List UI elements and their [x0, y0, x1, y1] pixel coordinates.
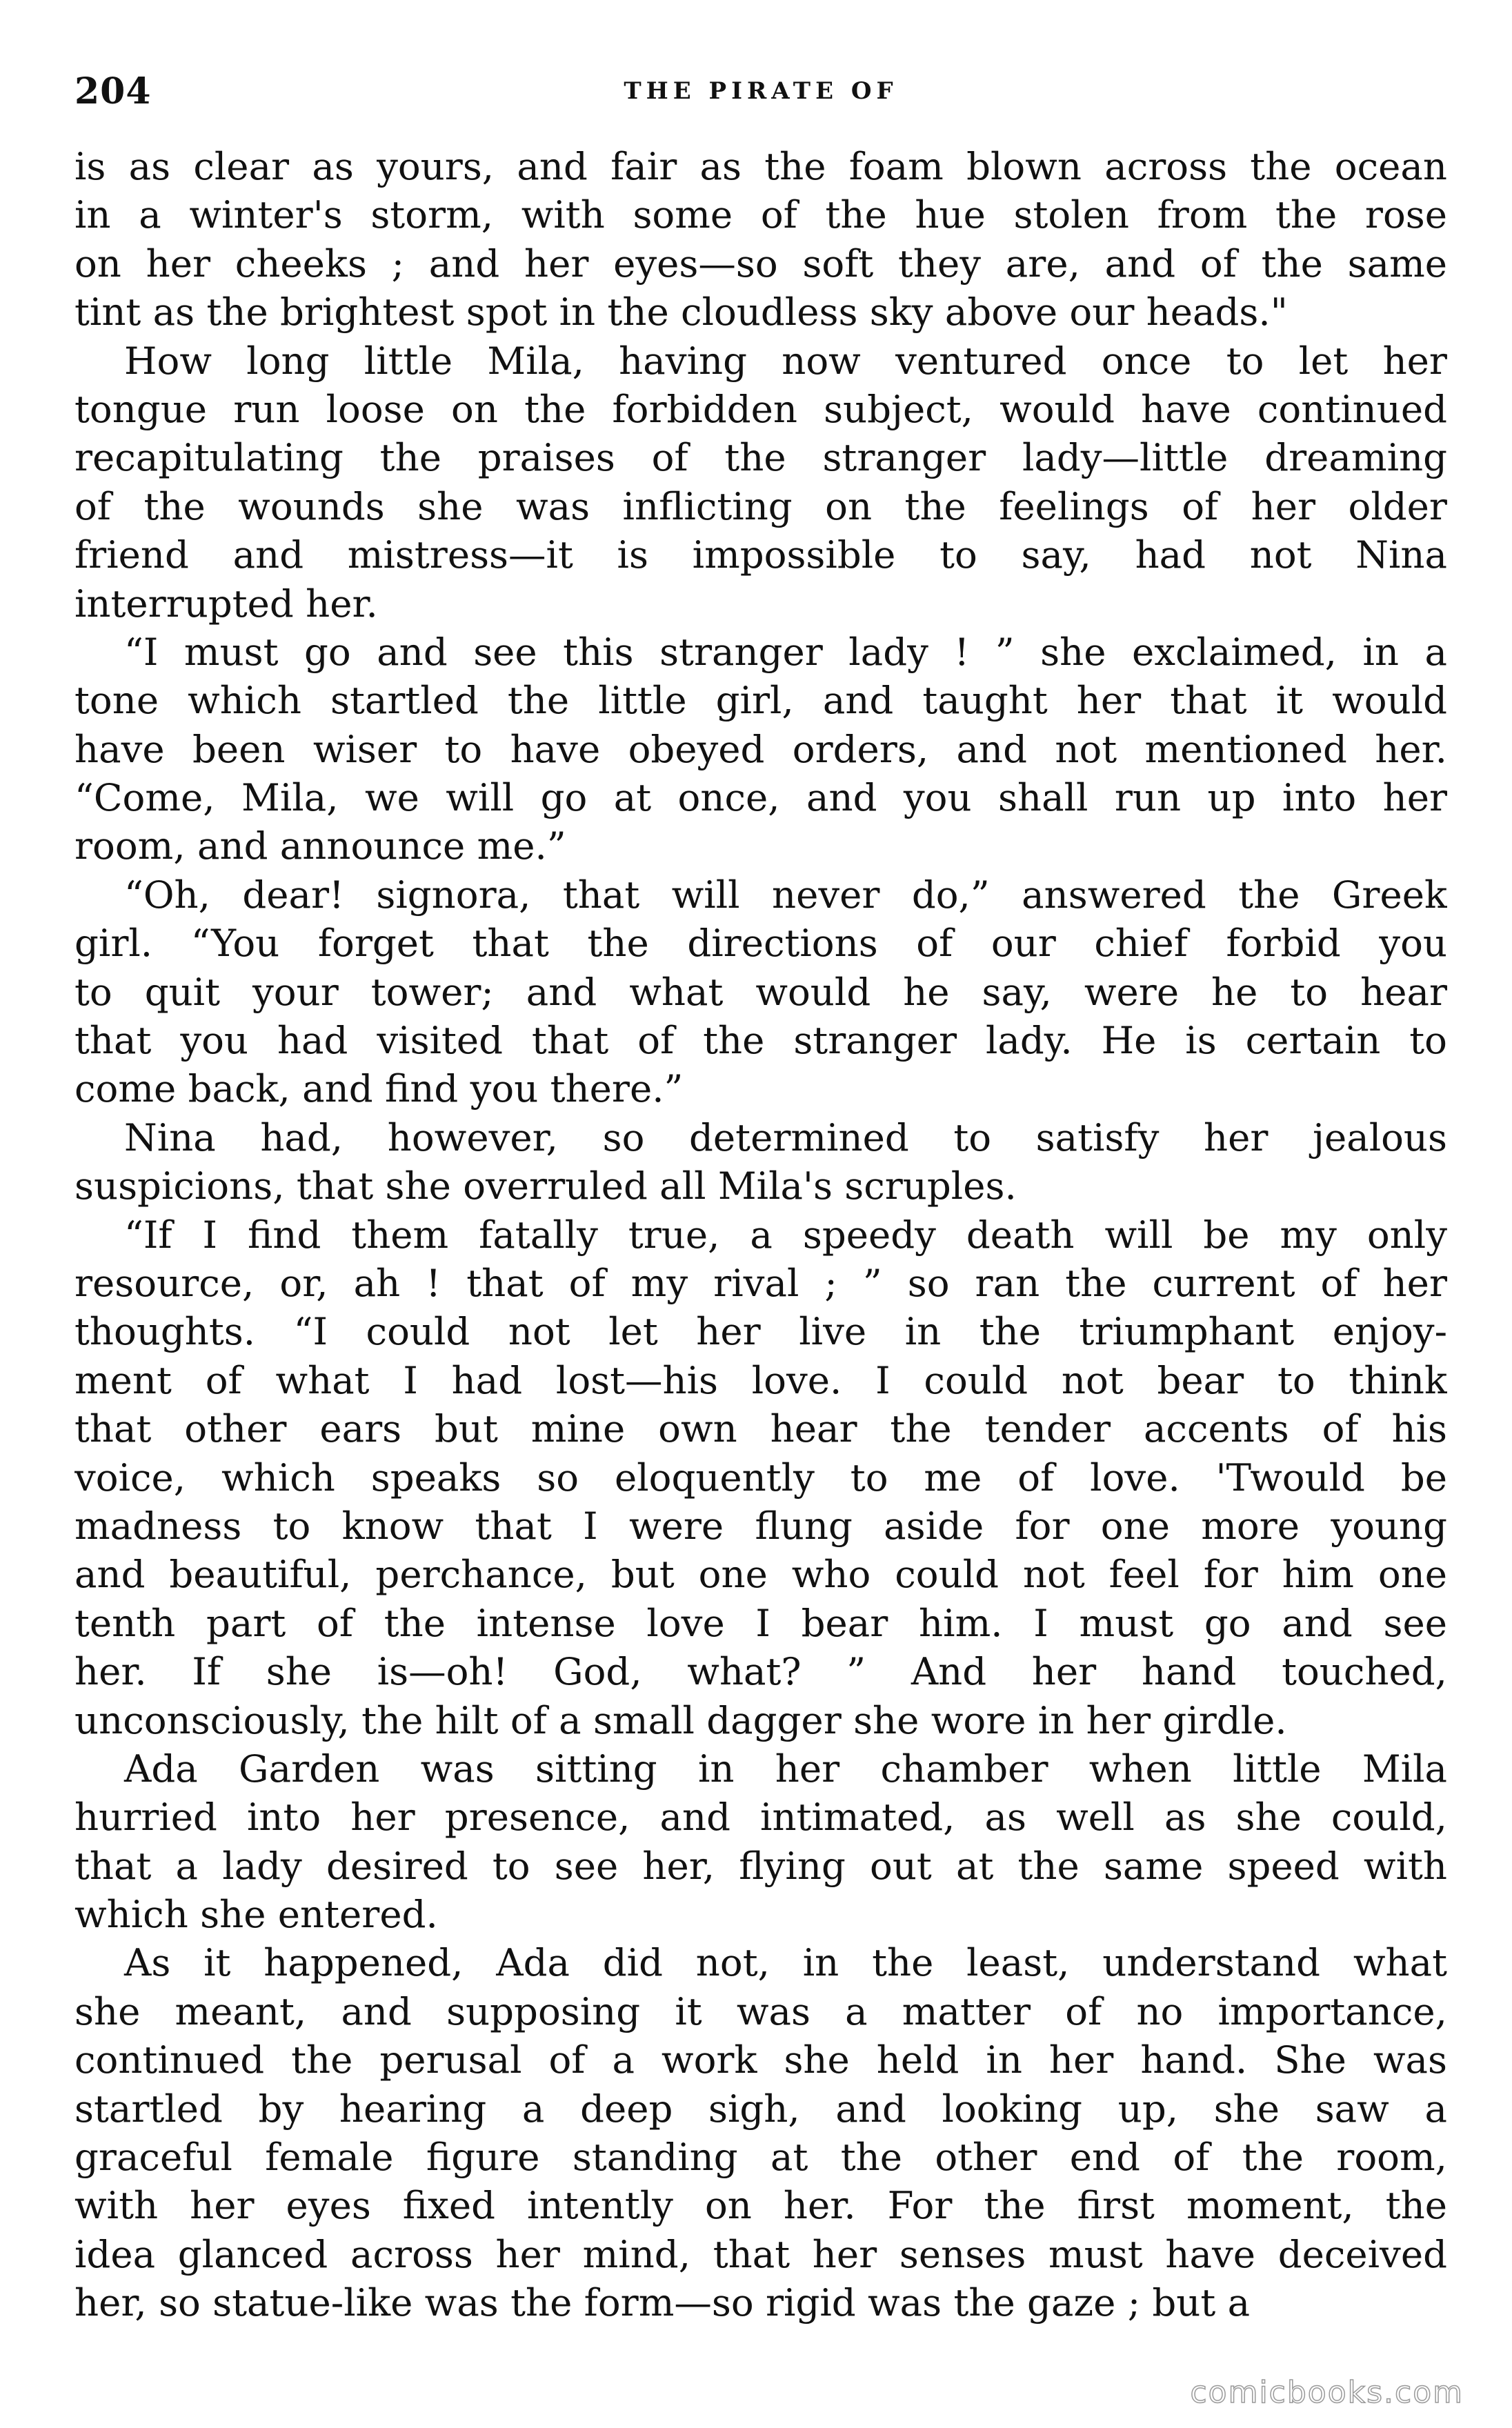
text-line: Nina had, however, so determined to satisfy her jealous	[124, 1115, 1447, 1160]
text-line: thoughts. “I could not let her live in the triumphant enjoy-	[74, 1309, 1447, 1354]
paragraph	[74, 337, 1447, 628]
text-line: hurried into her presence, and intimated, as well as she could,	[74, 1795, 1447, 1840]
paragraph	[74, 1744, 1447, 1939]
watermark: comicbooks.com	[1190, 2375, 1464, 2410]
text-line: tone which startled the little girl, and taught her that it would	[74, 678, 1447, 723]
text-line: unconsciously, the hilt of a small dagger she wore in her girdle.	[74, 1698, 1287, 1742]
text-line: tongue run loose on the forbidden subject, would have continued	[74, 386, 1447, 431]
text-line: tint as the brightest spot in the cloudless sky above our heads."	[74, 290, 1288, 335]
paragraph	[74, 142, 1447, 337]
paragraph	[74, 1938, 1447, 2327]
text-line: to quit your tower; and what would he say, were he to hear	[74, 969, 1447, 1014]
text-line: interrupted her.	[74, 581, 378, 626]
running-title: THE PIRATE OF	[624, 77, 898, 105]
text-line: As it happened, Ada did not, in the least, understand what	[124, 1940, 1447, 1985]
paragraph	[74, 628, 1447, 870]
text-line: girl. “You forget that the directions of our chief forbid you	[74, 921, 1447, 966]
text-line: recapitulating the praises of the stranger lady—little dreaming	[74, 435, 1447, 480]
body-text	[74, 142, 1447, 2327]
text-line: that other ears but mine own hear the tender accents of his	[74, 1406, 1447, 1451]
text-line: room, and announce me.”	[74, 824, 566, 868]
text-line: suspicions, that she overruled all Mila's scruples.	[74, 1164, 1017, 1208]
text-line: “Come, Mila, we will go at once, and you shall run up into her	[74, 775, 1447, 820]
text-line: tenth part of the intense love I bear him. I must go and see	[74, 1600, 1447, 1645]
paragraph	[74, 1211, 1447, 1744]
text-line: graceful female figure standing at the other end of the room,	[74, 2135, 1447, 2180]
text-line: her. If she is—oh! God, what? ” And her hand touched,	[74, 1649, 1447, 1694]
text-line: which she entered.	[74, 1892, 438, 1937]
text-line: that a lady desired to see her, flying out at the same speed with	[74, 1843, 1447, 1888]
text-line: voice, which speaks so eloquently to me of love. 'Twould be	[74, 1455, 1447, 1500]
running-head	[74, 62, 1447, 138]
text-line: How long little Mila, having now ventured once to let her	[124, 338, 1447, 383]
text-line: of the wounds she was inflicting on the feelings of her older	[74, 484, 1447, 528]
text-line: is as clear as yours, and fair as the foam blown across the ocean	[74, 144, 1447, 188]
text-line: Ada Garden was sitting in her chamber when little Mila	[124, 1746, 1447, 1791]
text-line: she meant, and supposing it was a matter of no importance,	[74, 1989, 1447, 2033]
text-line: “Oh, dear! signora, that will never do,” answered the Greek	[124, 872, 1447, 917]
text-line: “I must go and see this stranger lady ! ” she exclaimed, in a	[124, 629, 1447, 674]
text-line: come back, and find you there.”	[74, 1066, 684, 1111]
page-number: 204	[74, 70, 152, 112]
paragraph	[74, 1113, 1447, 1211]
text-line: and beautiful, perchance, but one who could not feel for him one	[74, 1552, 1447, 1597]
text-line: idea glanced across her mind, that her senses must have deceived	[74, 2231, 1447, 2276]
text-line: ment of what I had lost—his love. I could not bear to think	[74, 1357, 1447, 1402]
text-line: on her cheeks ; and her eyes—so soft they are, and of the same	[74, 241, 1447, 286]
text-line: continued the perusal of a work she held in her hand. She was	[74, 2038, 1447, 2082]
paragraph	[74, 870, 1447, 1113]
text-line: have been wiser to have obeyed orders, and not mentioned her.	[74, 726, 1447, 771]
book-page	[74, 62, 1447, 2407]
text-line: madness to know that I were flung aside for one more young	[74, 1503, 1447, 1548]
text-line: friend and mistress—it is impossible to say, had not Nina	[74, 533, 1447, 577]
text-line: “If I find them fatally true, a speedy death will be my only	[124, 1212, 1447, 1257]
text-line: in a winter's storm, with some of the hue stolen from the rose	[74, 192, 1447, 237]
text-line: startled by hearing a deep sigh, and looking up, she saw a	[74, 2086, 1447, 2131]
text-line: that you had visited that of the stranger lady. He is certain to	[74, 1018, 1447, 1063]
text-line: her, so statue-like was the form—so rigid was the gaze ; but a	[74, 2280, 1251, 2325]
text-line: with her eyes fixed intently on her. For the first moment, the	[74, 2183, 1447, 2228]
text-line: resource, or, ah ! that of my rival ; ” so ran the current of her	[74, 1260, 1447, 1305]
